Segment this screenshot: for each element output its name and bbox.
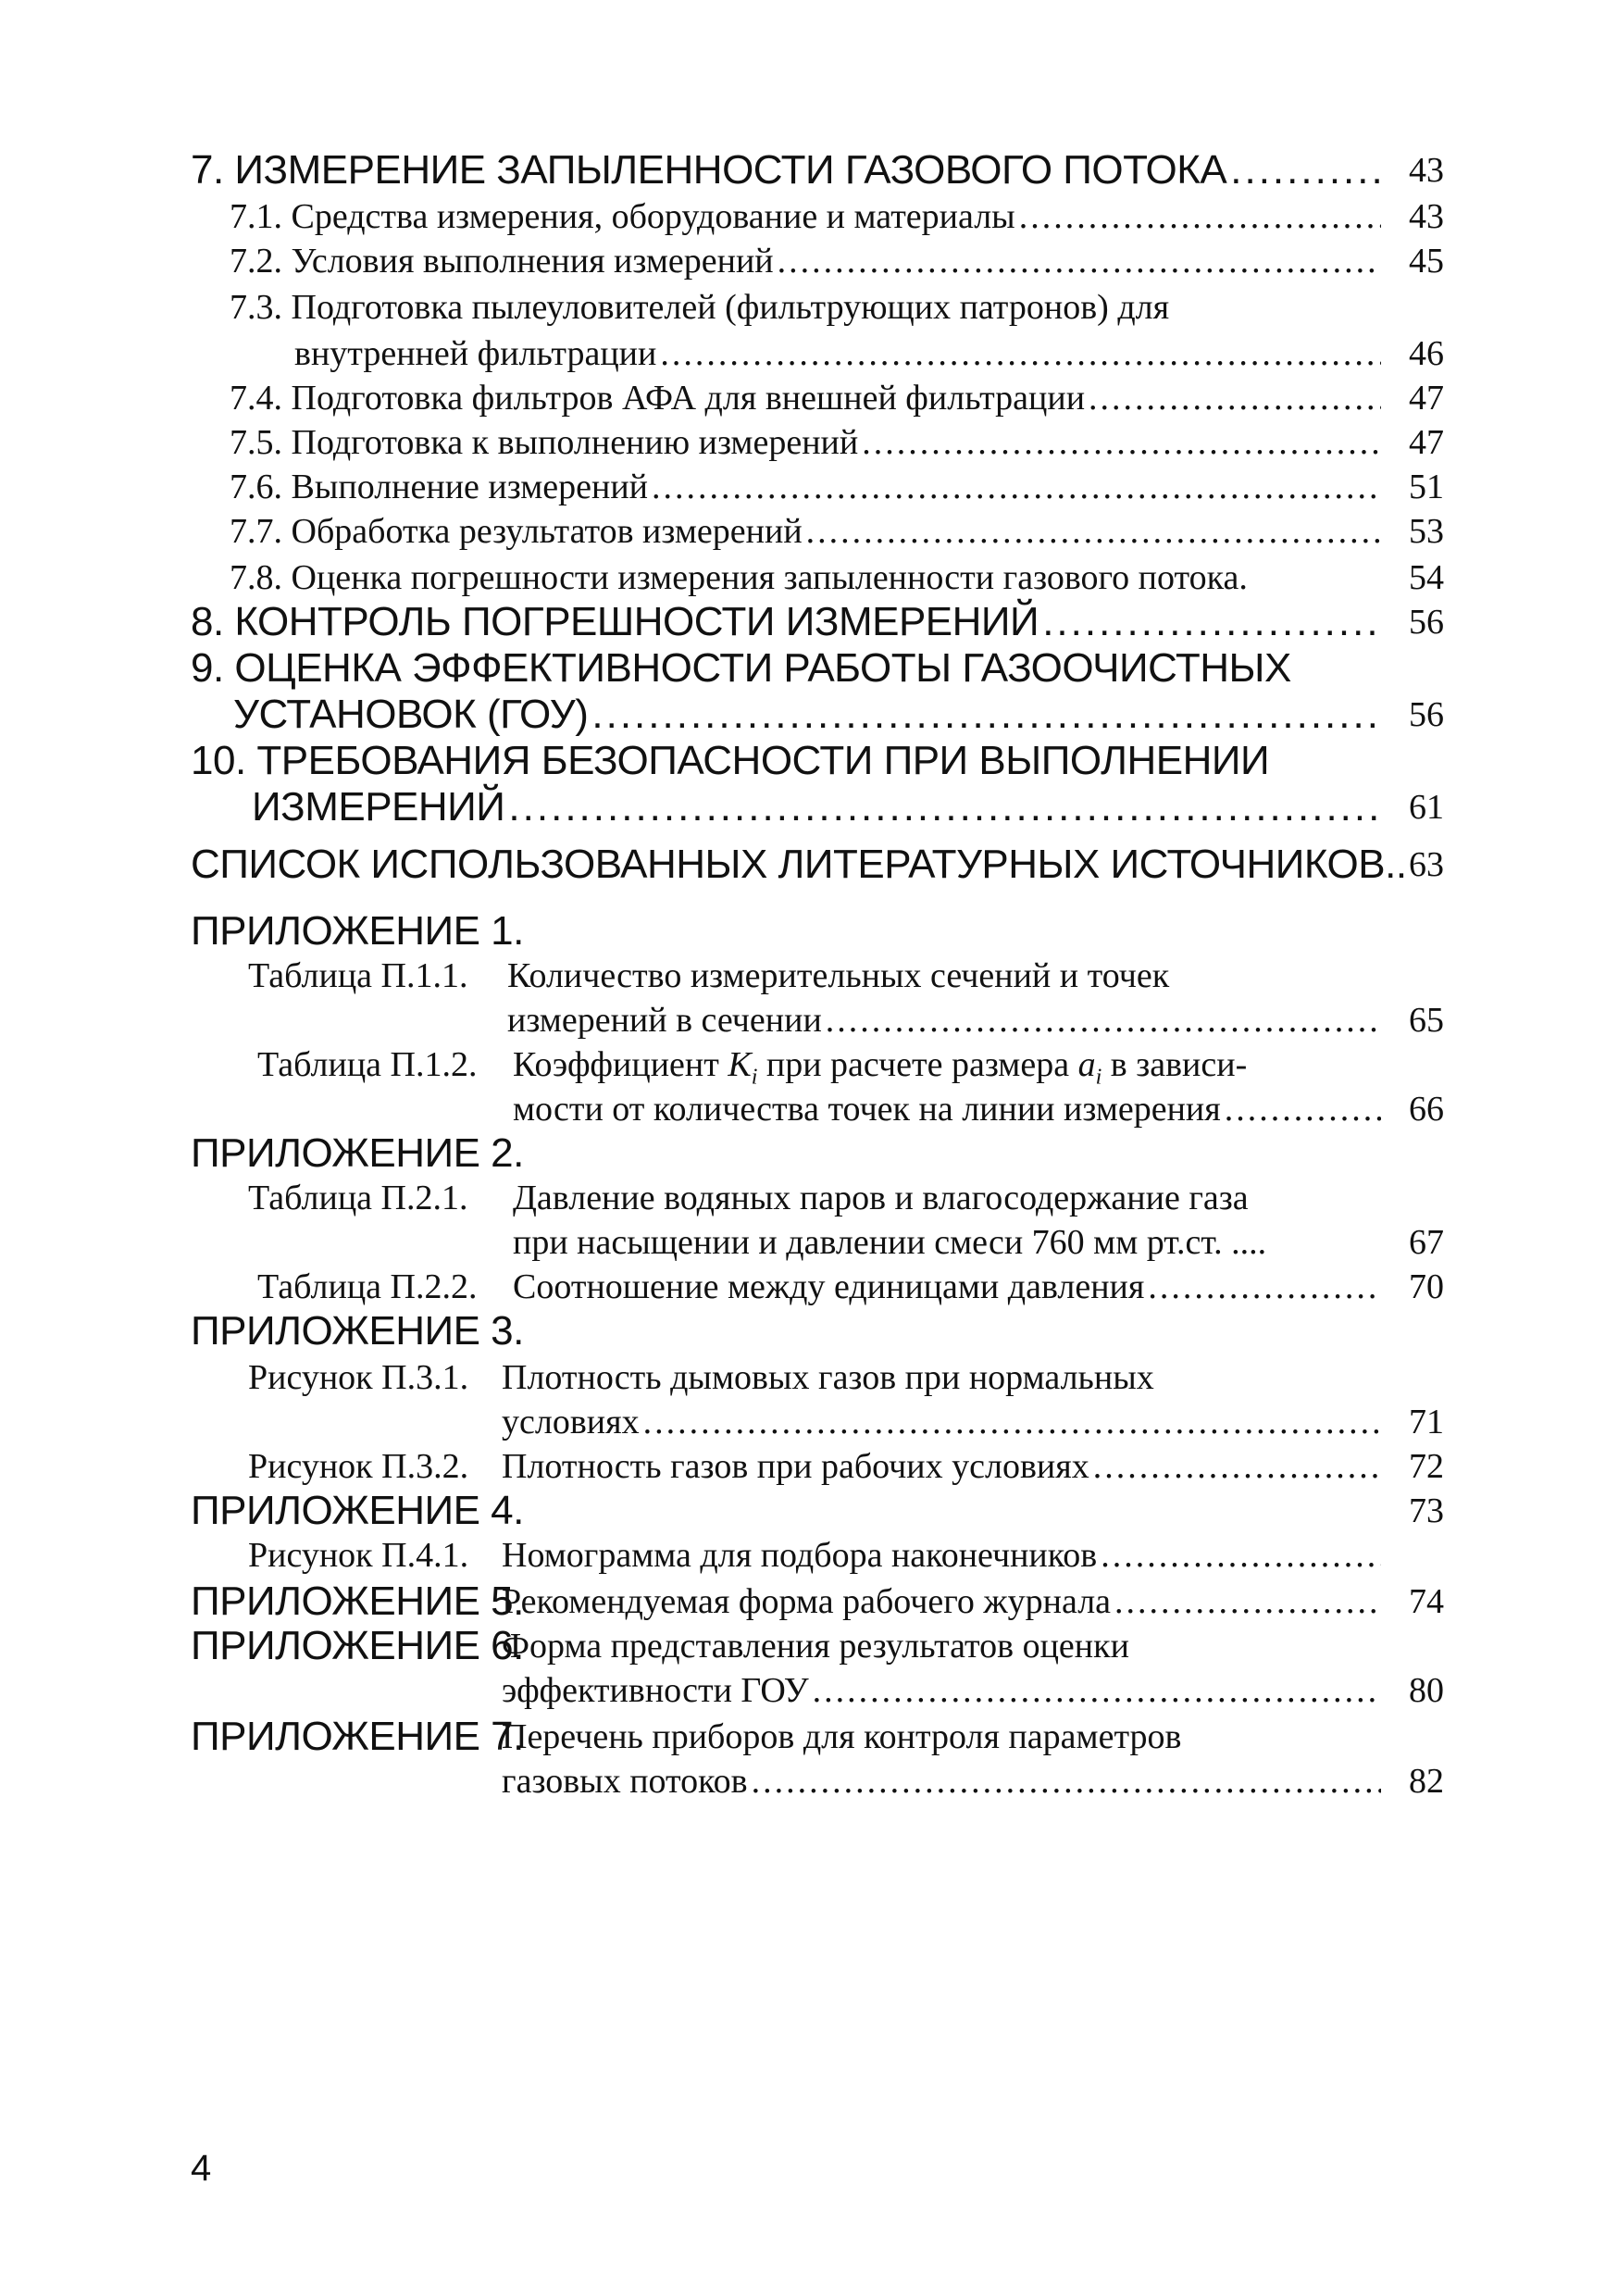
- toc-entry-appendix-7: [502, 1757, 1385, 1805]
- toc-appendix-4: ПРИЛОЖЕНИЕ 4.: [191, 1488, 524, 1533]
- toc-page-number: 65: [1409, 1001, 1444, 1040]
- toc-entry-section-8: [191, 598, 1385, 646]
- toc-leader: [1114, 1578, 1381, 1626]
- toc-page-number: 61: [1409, 788, 1444, 827]
- toc-page-number: 63: [1409, 845, 1444, 884]
- toc-leader: [826, 996, 1381, 1044]
- toc-title: Соотношение между единицами давления: [513, 1267, 1145, 1306]
- toc-page-number: 46: [1409, 334, 1444, 373]
- toc-page-number: 56: [1409, 603, 1444, 642]
- toc-table-label: Таблица П.2.2.: [257, 1267, 478, 1306]
- toc-page-number: 82: [1409, 1762, 1444, 1801]
- toc-title: 8. КОНТРОЛЬ ПОГРЕШНОСТИ ИЗМЕРЕНИЙ: [191, 599, 1039, 644]
- toc-leader: [1089, 374, 1381, 422]
- toc-page-number: 70: [1409, 1267, 1444, 1306]
- toc-figure-label: Рисунок П.3.1.: [248, 1358, 469, 1397]
- toc-title: Рекомендуемая форма рабочего журнала: [502, 1582, 1112, 1621]
- toc-title: 7.7. Обработка результатов измерений: [230, 512, 803, 551]
- toc-page-number: 67: [1409, 1223, 1444, 1262]
- toc-leader: [1225, 1085, 1381, 1133]
- toc-entry-table-p1-2: [513, 1085, 1385, 1133]
- toc-title-line2: мости от количества точек на линии измерения: [513, 1090, 1221, 1129]
- toc-title-part: в зависи-: [1101, 1045, 1248, 1084]
- toc-leader: [652, 463, 1381, 511]
- toc-leader: [591, 691, 1381, 739]
- toc-title: 7.1. Средства измерения, оборудование и материалы: [230, 197, 1015, 236]
- toc-entry-section-10: [252, 783, 1385, 831]
- toc-page-number: 72: [1409, 1447, 1444, 1486]
- toc-title: Плотность газов при рабочих условиях: [502, 1447, 1089, 1486]
- toc-entry-7-4: [230, 374, 1385, 422]
- toc-entry-figure-p3-1: [502, 1398, 1385, 1446]
- toc-leader: [752, 1757, 1381, 1805]
- toc-title: 7.4. Подготовка фильтров АФА для внешней фильтрации: [230, 379, 1086, 418]
- toc-title-line1: 9. ОЦЕНКА ЭФФЕКТИВНОСТИ РАБОТЫ ГАЗООЧИСТНЫХ: [191, 645, 1291, 691]
- toc-leader: [1101, 1531, 1381, 1579]
- toc-entry-appendix-6: [502, 1666, 1385, 1715]
- toc-title: Номограмма для подбора наконечников: [502, 1536, 1098, 1575]
- toc-entry-table-p1-1: [507, 996, 1385, 1044]
- toc-title-line2: при насыщении и давлении смеси 760 мм рт.ст. ....: [513, 1223, 1267, 1262]
- toc-page-number: 74: [1409, 1582, 1444, 1621]
- toc-page-number: 54: [1409, 558, 1444, 597]
- toc-leader: [660, 330, 1381, 378]
- toc-title-line2: газовых потоков: [502, 1762, 748, 1801]
- toc-entry-7-7: [230, 507, 1385, 555]
- toc-title: 7.6. Выполнение измерений: [230, 468, 649, 506]
- toc-page-number: 47: [1409, 423, 1444, 462]
- toc-leader: [1019, 193, 1381, 241]
- toc-entry-references: СПИСОК ИСПОЛЬЗОВАННЫХ ЛИТЕРАТУРНЫХ ИСТОЧНИКОВ..: [191, 842, 1407, 887]
- toc-entry-7-1: [230, 193, 1385, 241]
- variable-a: [1077, 1045, 1102, 1090]
- toc-entry-7-8: 7.8. Оценка погрешности измерения запыленности газового потока.: [230, 558, 1248, 597]
- toc-page-number: 43: [1409, 151, 1444, 190]
- toc-leader: [813, 1666, 1381, 1715]
- toc-title: 7.5. Подготовка к выполнению измерений: [230, 423, 859, 462]
- toc-leader: [1230, 146, 1381, 194]
- toc-title-line2: эффективности ГОУ: [502, 1671, 809, 1710]
- toc-entry-appendix-5: [502, 1578, 1385, 1626]
- toc-title: 7.2. Условия выполнения измерений: [230, 242, 774, 281]
- toc-entry-7-6: [230, 463, 1385, 511]
- toc-title-line1: Перечень приборов для контроля параметров: [502, 1717, 1182, 1756]
- toc-leader: [1042, 598, 1381, 646]
- toc-figure-label: Рисунок П.4.1.: [248, 1536, 469, 1575]
- toc-table-label: Таблица П.1.1.: [248, 956, 468, 995]
- page-number: 4: [191, 2148, 212, 2189]
- toc-leader: [1093, 1442, 1381, 1491]
- toc-entry-7-2: [230, 237, 1385, 285]
- toc-title-line1: Давление водяных паров и влагосодержание газа: [513, 1179, 1249, 1217]
- toc-title-line1: Плотность дымовых газов при нормальных: [502, 1358, 1154, 1397]
- toc-table-label: Таблица П.2.1.: [248, 1179, 468, 1217]
- toc-page-number: 80: [1409, 1671, 1444, 1710]
- toc-page-number: 51: [1409, 468, 1444, 506]
- toc-entry-7-5: [230, 418, 1385, 467]
- toc-title-line1: 10. ТРЕБОВАНИЯ БЕЗОПАСНОСТИ ПРИ ВЫПОЛНЕНИИ: [191, 738, 1270, 783]
- toc-entry-table-p2-2: [513, 1263, 1385, 1311]
- toc-leader: [508, 783, 1381, 831]
- toc-page-number: 71: [1409, 1403, 1444, 1441]
- toc-page-number: 53: [1409, 512, 1444, 551]
- variable-k: [728, 1045, 758, 1090]
- toc-title-line1: Форма представления результатов оценки: [502, 1627, 1129, 1666]
- toc-leader: [1148, 1263, 1381, 1311]
- toc-entry-7-3: [294, 330, 1385, 378]
- toc-entry-figure-p3-2: [502, 1442, 1385, 1491]
- toc-page-number: 73: [1409, 1491, 1444, 1530]
- toc-appendix-label: ПРИЛОЖЕНИЕ 7.: [191, 1714, 524, 1759]
- toc-title-part: при расчете размера: [757, 1045, 1078, 1084]
- toc-page-number: 66: [1409, 1090, 1444, 1129]
- toc-title-line2: измерений в сечении: [507, 1001, 822, 1040]
- toc-appendix-label: ПРИЛОЖЕНИЕ 5.: [191, 1578, 524, 1624]
- toc-entry-figure-p4-1: [502, 1531, 1385, 1579]
- toc-title-line1: Количество измерительных сечений и точек: [507, 956, 1170, 995]
- toc-leader: [778, 237, 1381, 285]
- toc-appendix-1: ПРИЛОЖЕНИЕ 1.: [191, 908, 524, 954]
- variable-k-symbol: K: [728, 1045, 752, 1084]
- toc-table-label: Таблица П.1.2.: [257, 1045, 478, 1084]
- toc-title-line1: 7.3. Подготовка пылеуловителей (фильтрующих патронов) для: [230, 288, 1170, 327]
- toc-title-line1: [513, 1041, 1247, 1089]
- toc-leader: [643, 1398, 1381, 1446]
- toc-page-number: 47: [1409, 379, 1444, 418]
- toc-appendix-2: ПРИЛОЖЕНИЕ 2.: [191, 1130, 524, 1176]
- toc-title-line2: ИЗМЕРЕНИЙ: [252, 784, 505, 830]
- variable-a-symbol: a: [1077, 1045, 1096, 1084]
- toc-title-line2: внутренней фильтрации: [294, 334, 657, 373]
- toc-page-number: 56: [1409, 695, 1444, 734]
- toc-title: 7. ИЗМЕРЕНИЕ ЗАПЫЛЕННОСТИ ГАЗОВОГО ПОТОКА: [191, 147, 1227, 193]
- variable-k-subscript: i: [751, 1065, 758, 1090]
- toc-entry-section-9: [233, 691, 1385, 739]
- toc-leader: [862, 418, 1381, 467]
- toc-title-part: Коэффициент: [513, 1045, 728, 1084]
- toc-figure-label: Рисунок П.3.2.: [248, 1447, 469, 1486]
- toc-page-number: 45: [1409, 242, 1444, 281]
- toc-title-line2: условиях: [502, 1403, 640, 1441]
- toc-title-line2: УСТАНОВОК (ГОУ): [233, 692, 589, 737]
- toc-leader: [806, 507, 1381, 555]
- toc-appendix-3: ПРИЛОЖЕНИЕ 3.: [191, 1308, 524, 1354]
- toc-entry-section-7: [191, 146, 1385, 194]
- toc-page-number: 43: [1409, 197, 1444, 236]
- toc-appendix-label: ПРИЛОЖЕНИЕ 6.: [191, 1623, 524, 1668]
- variable-a-subscript: i: [1095, 1065, 1102, 1090]
